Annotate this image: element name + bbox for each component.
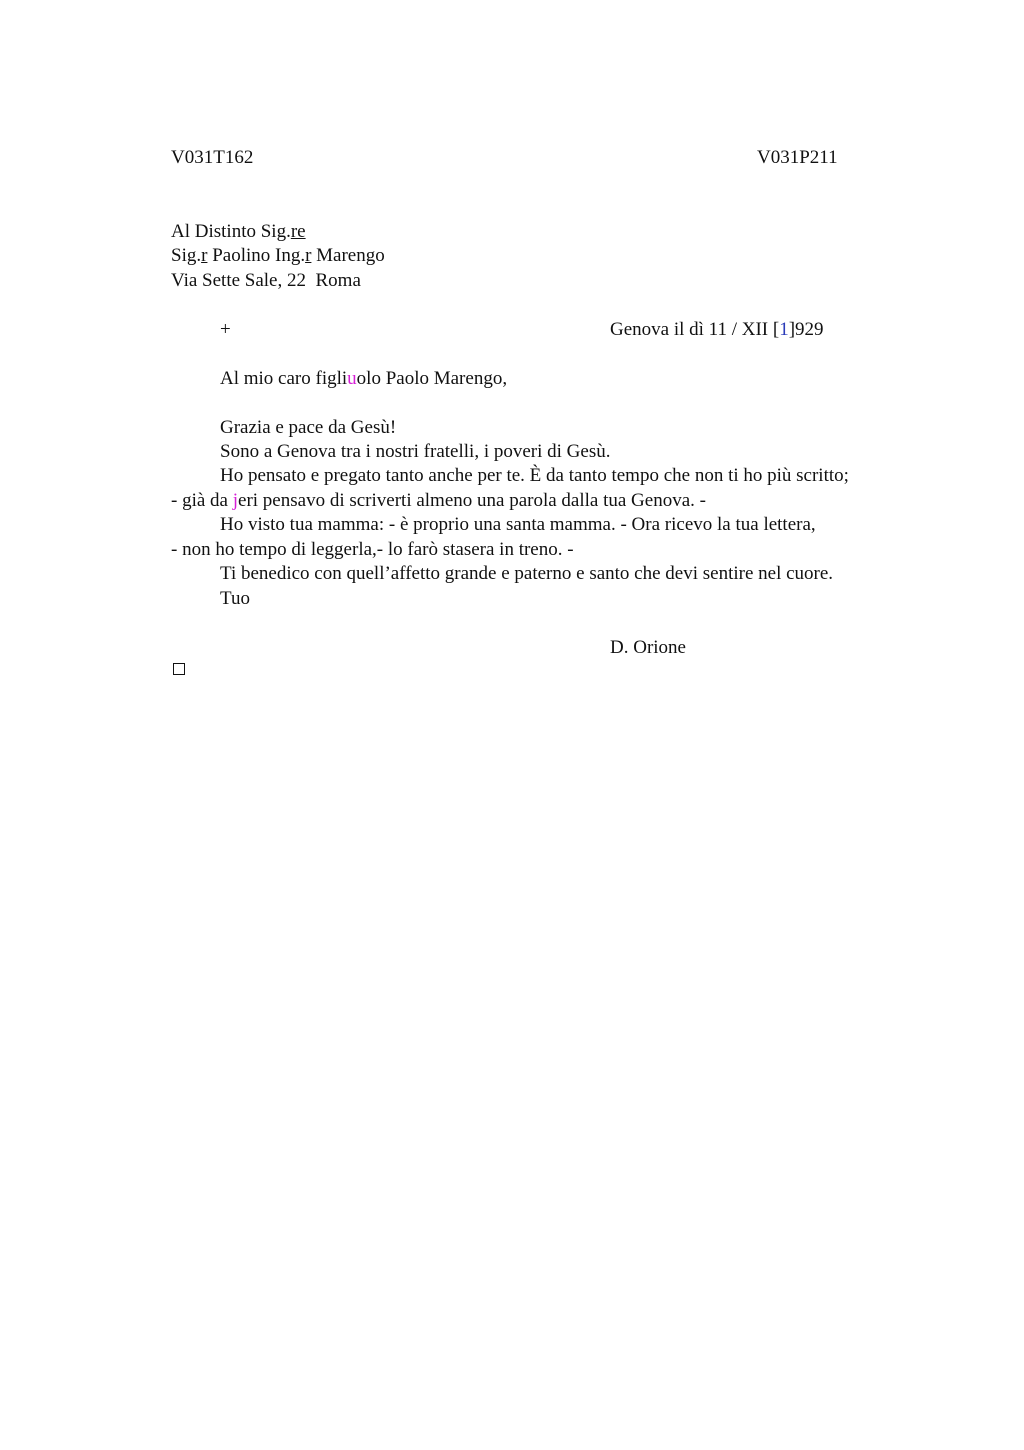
signature: D. Orione (610, 637, 686, 658)
address-line-3: Via Sette Sale, 22 Roma (171, 270, 361, 291)
document-code-left: V031T162 (171, 147, 254, 168)
abbreviation-superscript: re (290, 221, 306, 242)
address-line-2: Sig.r Paolino Ing.r Marengo (171, 245, 385, 266)
body-line: Grazia e pace da Gesù! (220, 417, 397, 438)
abbreviation-superscript: r (305, 245, 312, 266)
abbreviation-superscript: r (201, 245, 208, 266)
closing: Tuo (220, 588, 250, 609)
body-line: Sono a Genova tra i nostri fratelli, i poveri di Gesù. (220, 441, 611, 462)
editorial-insert: j (232, 490, 239, 511)
address-line-1: Al Distinto Sig.re (171, 221, 306, 242)
body-line: - già da jeri pensavo di scriverti almeno una parola dalla tua Genova. - (171, 490, 706, 511)
end-marker-square-icon (173, 663, 185, 675)
body-line: Ho visto tua mamma: - è proprio una santa mamma. - Ora ricevo la tua lettera, (220, 514, 816, 535)
salutation: Al mio caro figliuolo Paolo Marengo, (220, 368, 508, 389)
cross-symbol: + (220, 319, 231, 340)
body-line: - non ho tempo di leggerla,- lo farò stasera in treno. - (171, 539, 574, 560)
editorial-insert: u (347, 368, 357, 389)
document-code-right: V031P211 (757, 147, 838, 168)
editorial-insert: 1 (779, 319, 789, 340)
body-line: Ho pensato e pregato tanto anche per te. È da tanto tempo che non ti ho più scritto; (220, 465, 849, 486)
date-line: Genova il dì 11 / XII [1]929 (610, 319, 824, 340)
body-line: Ti benedico con quell’affetto grande e paterno e santo che devi sentire nel cuore. (220, 563, 834, 584)
